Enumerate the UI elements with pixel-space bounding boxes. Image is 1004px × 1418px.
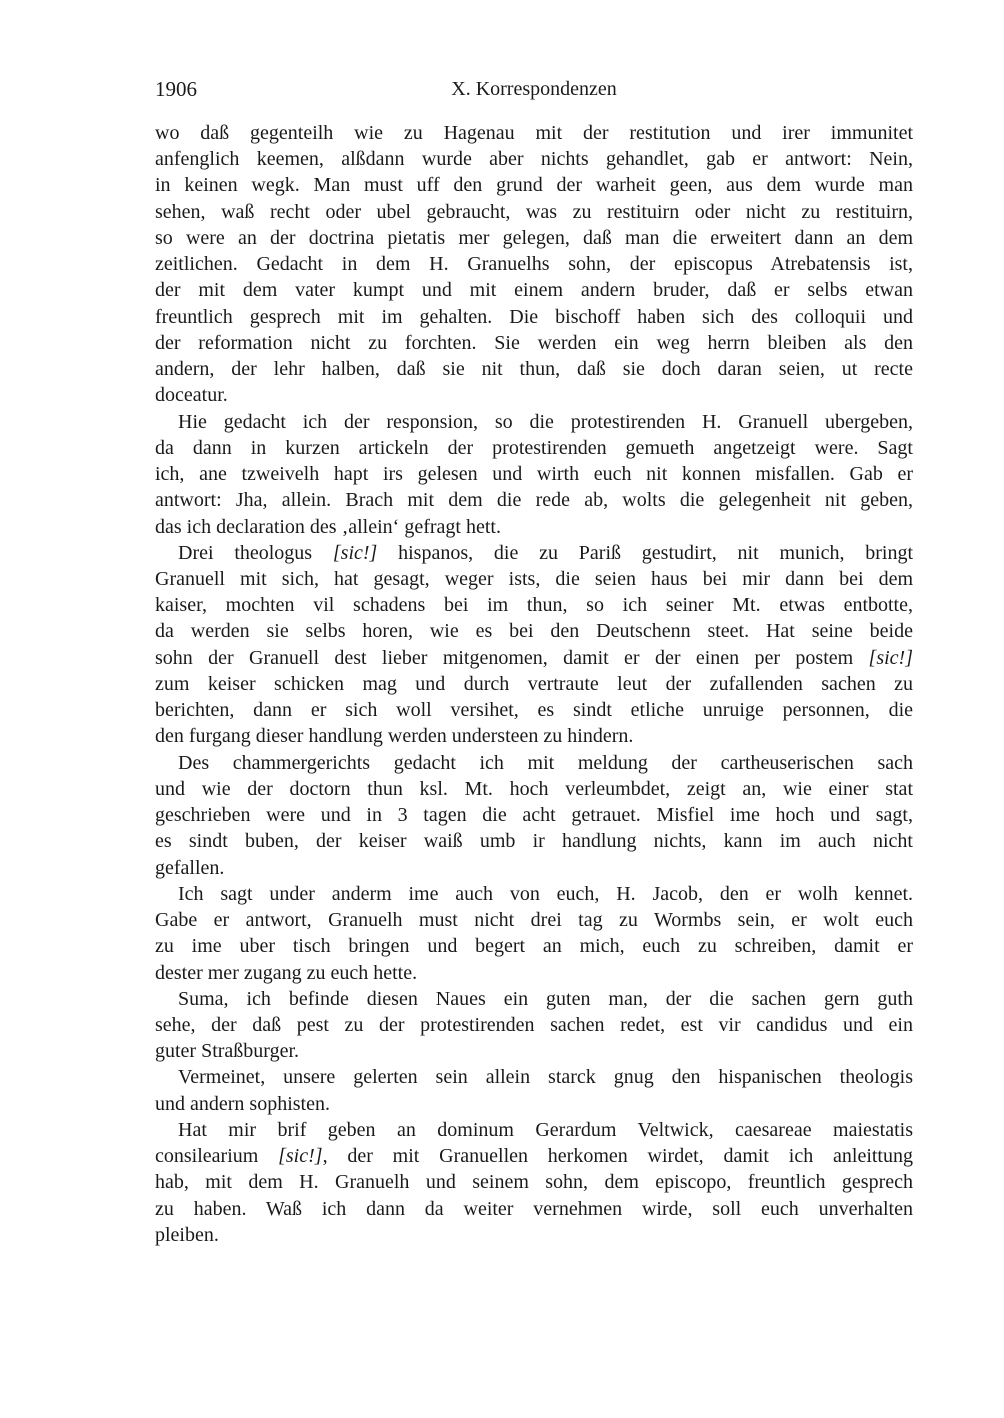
text-segment: consilearium <box>155 1145 279 1168</box>
text-segment: pleiben. <box>155 1223 219 1246</box>
text-line <box>155 225 913 251</box>
text-line <box>155 855 913 881</box>
text-segment: Hat mir brif geben an dominum Gerardum Veltwick, caesareae maiestatis <box>178 1118 913 1141</box>
text-line <box>155 1169 913 1195</box>
text-segment: Ich sagt under anderm ime auch von euch, H. Jacob, den er wolh kennet. <box>178 882 913 905</box>
text-segment: der mit dem vater kumpt und mit einem andern bruder, daß er selbs etwan <box>155 279 913 302</box>
text-segment: dester mer zugang zu euch hette. <box>155 961 418 984</box>
text-line <box>155 618 913 644</box>
paragraph <box>155 1117 913 1248</box>
text-line <box>155 881 913 907</box>
text-segment: antwort: Jha, allein. Brach mit dem die rede ab, wolts die gelegenheit nit geben, <box>155 489 913 512</box>
text-line <box>155 828 913 854</box>
text-segment: da werden sie selbs horen, wie es bei den Deutschenn steet. Hat seine beide <box>155 620 913 643</box>
text-segment: wo daß gegenteilh wie zu Hagenau mit der restitution und irer immunitet <box>155 122 913 144</box>
text-line <box>155 566 913 592</box>
paragraph <box>155 120 913 409</box>
text-line <box>155 146 913 172</box>
sic-note: [sic!] <box>332 541 378 564</box>
text-segment: Drei theologus <box>178 541 333 564</box>
text-segment: berichten, dann er sich woll versihet, es sindt etliche unruige personnen, die <box>155 699 913 722</box>
text-segment: es sindt buben, der keiser waiß umb ir handlung nichts, kann im auch nicht <box>155 830 913 853</box>
sic-note: [sic!] <box>868 646 913 669</box>
text-line <box>155 251 913 277</box>
text-line <box>155 645 913 671</box>
text-line <box>155 330 913 356</box>
text-segment: zeitlichen. Gedacht in dem H. Granuelhs sohn, der episcopus Atrebatensis ist, <box>155 253 913 276</box>
text-line <box>155 750 913 776</box>
text-segment: zu haben. Waß ich dann da weiter vernehmen wirde, soll euch unverhalten <box>155 1197 913 1220</box>
text-line <box>155 697 913 723</box>
text-segment: ich, ane tzweivelh hapt irs gelesen und wirth euch nit konnen misfallen. Gab er <box>155 463 913 486</box>
text-segment: Granuell mit sich, hat gesagt, weger ists, die seien haus bei mir dann bei dem <box>155 567 913 590</box>
text-line <box>155 172 913 198</box>
text-segment: zu ime uber tisch bringen und begert an mich, euch zu schreiben, damit er <box>155 935 913 958</box>
paragraph <box>155 986 913 1065</box>
text-segment: zum keiser schicken mag und durch vertraute leut der zufallenden sachen zu <box>155 672 913 695</box>
text-line <box>155 592 913 618</box>
text-segment: , der mit Granuellen herkomen wirdet, damit ich anleittung <box>322 1145 913 1168</box>
text-line <box>155 1012 913 1038</box>
text-line <box>155 723 913 749</box>
text-segment: in keinen wegk. Man must uff den grund der warheit geen, aus dem wurde man <box>155 174 913 197</box>
text-segment: freuntlich gesprech mit im gehalten. Die bischoff haben sich des colloquii und <box>155 305 913 328</box>
page-number: 1906 <box>155 77 197 101</box>
running-title: X. Korrespondenzen <box>451 78 617 100</box>
paragraph <box>155 881 913 986</box>
paragraph <box>155 750 913 881</box>
text-line <box>155 120 913 146</box>
text-line <box>155 1038 913 1064</box>
text-segment: guter Straßburger. <box>155 1040 300 1063</box>
text-line <box>155 382 913 408</box>
text-line <box>155 1064 913 1090</box>
text-line <box>155 907 913 933</box>
page-header <box>155 76 913 102</box>
text-segment: geschrieben were und in 3 tagen die acht getrauet. Misfiel ime hoch und sagt, <box>155 804 913 827</box>
text-segment: Gabe er antwort, Granuelh must nicht drei tag zu Wormbs sein, er wolt euch <box>155 909 913 932</box>
text-line <box>155 409 913 435</box>
text-line <box>155 199 913 225</box>
text-line <box>155 435 913 461</box>
text-line <box>155 461 913 487</box>
text-segment: so were an der doctrina pietatis mer gelegen, daß man die erweitert dann an dem <box>155 226 913 249</box>
text-line <box>155 1091 913 1117</box>
text-line <box>155 671 913 697</box>
text-line <box>155 986 913 1012</box>
text-segment: sohn der Granuell dest lieber mitgenomen, damit er der einen per postem <box>155 646 869 669</box>
paragraph <box>155 540 913 750</box>
text-segment: den furgang dieser handlung werden understeen zu hindern. <box>155 725 634 748</box>
text-line <box>155 304 913 330</box>
text-segment: Hie gedacht ich der responsion, so die protestirenden H. Granuell ubergeben, <box>178 410 913 433</box>
text-segment: und wie der doctorn thun ksl. Mt. hoch verleumbdet, zeigt an, wie einer stat <box>155 777 913 800</box>
text-segment: da dann in kurzen artickeln der protestirenden gemueth angetzeigt were. Sagt <box>155 436 913 459</box>
text-segment: Suma, ich befinde diesen Naues ein guten man, der die sachen gern guth <box>178 987 913 1010</box>
text-line <box>155 1196 913 1222</box>
text-segment: Vermeinet, unsere gelerten sein allein starck gnug den hispanischen theologis <box>178 1066 913 1089</box>
paragraph <box>155 409 913 540</box>
text-segment: anfenglich keemen, alßdann wurde aber nichts gehandlet, gab er antwort: Nein, <box>155 148 913 171</box>
text-line <box>155 776 913 802</box>
text-line <box>155 487 913 513</box>
text-segment: andern, der lehr halben, daß sie nit thun, daß sie doch daran seien, ut recte <box>155 358 913 381</box>
text-line <box>155 356 913 382</box>
text-segment: gefallen. <box>155 856 225 879</box>
text-segment: das ich declaration des ‚allein‘ gefragt hett. <box>155 515 501 538</box>
text-segment: hispanos, die zu Pariß gestudirt, nit munich, bringt <box>377 541 914 564</box>
text-line <box>155 514 913 540</box>
text-segment: hab, mit dem H. Granuelh und seinem sohn, dem episcopo, freuntlich gesprech <box>155 1171 913 1194</box>
text-line <box>155 802 913 828</box>
text-segment: doceatur. <box>155 384 228 407</box>
text-line <box>155 277 913 303</box>
text-line <box>155 960 913 986</box>
text-line <box>155 1117 913 1143</box>
text-segment: und andern sophisten. <box>155 1092 330 1115</box>
text-line <box>155 1222 913 1248</box>
text-line <box>155 1143 913 1169</box>
body-text <box>155 120 913 1248</box>
paragraph <box>155 1064 913 1116</box>
text-segment: Des chammergerichts gedacht ich mit meldung der cartheuserischen sach <box>178 751 913 774</box>
text-segment: kaiser, mochten vil schadens bei im thun, so ich seiner Mt. etwas entbotte, <box>155 594 913 617</box>
text-segment: sehe, der daß pest zu der protestirenden sachen redet, est vir candidus und ein <box>155 1013 913 1036</box>
text-line <box>155 933 913 959</box>
text-line <box>155 540 913 566</box>
sic-note: [sic!] <box>278 1145 323 1168</box>
text-segment: der reformation nicht zu forchten. Sie werden ein weg herrn bleiben als den <box>155 331 913 354</box>
text-segment: sehen, waß recht oder ubel gebraucht, was zu restituirn oder nicht zu restituirn, <box>155 200 913 223</box>
